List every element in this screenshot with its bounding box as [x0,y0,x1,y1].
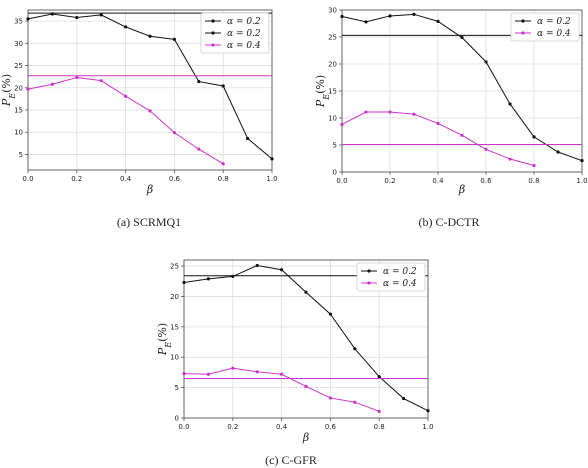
c1-data-point [364,20,367,23]
caption-c-gfr: (c) C-GFR [265,453,317,467]
c2-data-point [304,385,307,388]
c2-data-point [378,410,381,413]
c1-x-tick-label: 0.6 [480,177,492,185]
c0-y-tick-label: 25 [14,62,23,71]
c1-y-tick-label: 20 [328,60,337,69]
c0-legend-label: α = 0.4 [227,41,261,51]
c2-legend-marker [367,281,370,284]
caption-scrmq1: (a) SCRMQ1 [116,215,182,229]
c1-data-point [388,14,391,17]
c1-data-point [484,148,487,151]
c2-y-tick-label: 0 [174,414,179,423]
c2-data-point [231,367,234,370]
c1-x-tick-label: 0.8 [528,177,540,185]
c1-data-point [580,159,583,162]
c1-data-point [508,157,511,160]
c0-data-point [222,162,225,165]
c1-x-tick-label: 1.0 [576,177,588,185]
c2-data-point [280,268,283,271]
c2-x-tick-label: 0.4 [276,423,288,431]
c2-data-point [207,277,210,280]
c1-x-tick-label: 0.4 [432,177,444,185]
c0-legend-label: α = 0.2 [227,29,261,39]
c2-y-tick-label: 25 [170,262,179,271]
c2-x-tick-label: 0.0 [178,423,190,431]
c0-x-tick-label: 0.6 [168,175,180,183]
c1-data-point [412,113,415,116]
c1-y-tick-label: 10 [328,114,337,123]
c2-data-point [256,370,259,373]
c1-data-point [412,13,415,16]
c2-y-tick-label: 15 [170,323,179,332]
c1-data-point [460,36,463,39]
c0-data-point [75,76,78,79]
c0-x-tick-label: 0.2 [71,175,83,183]
c1-y-tick-label: 25 [328,33,337,42]
c2-y-tick-label: 5 [174,384,179,393]
c2-x-axis-label: β [302,431,310,444]
caption-c-dctr: (b) C-DCTR [418,215,480,229]
c1-data-point [532,164,535,167]
c2-x-tick-label: 1.0 [422,423,434,431]
c0-x-tick-label: 0.4 [120,175,132,183]
c1-y-axis-label: $P_E(\%)$ [314,74,331,108]
c1-y-tick-label: 5 [332,141,337,150]
c0-data-point [51,83,54,86]
c0-data-point [222,84,225,87]
c0-y-tick-label: 15 [14,106,23,115]
c1-y-tick-label: 0 [332,168,337,177]
c0-data-point [197,80,200,83]
c2-data-point [231,275,234,278]
c2-data-point [280,373,283,376]
c1-y-tick-label: 30 [328,6,337,15]
c1-y-tick-label: 15 [328,87,337,96]
c0-data-point [173,131,176,134]
c0-data-point [173,38,176,41]
c2-x-tick-label: 0.8 [373,423,385,431]
c1-x-tick-label: 0.2 [384,177,396,185]
c0-data-point [124,25,127,28]
c1-legend-label: α = 0.4 [537,29,571,39]
c2-y-tick-label: 20 [170,292,179,301]
c0-x-axis-label: β [146,183,154,196]
c1-data-point [340,123,343,126]
c2-y-axis-label: $P_E(\%)$ [156,322,173,356]
c0-data-point [100,79,103,82]
c1-legend-label: α = 0.2 [537,17,571,27]
c2-x-tick-label: 0.2 [227,423,239,431]
c0-x-tick-label: 0.0 [22,175,34,183]
c0-data-point [148,109,151,112]
chart-scrmq1 [0,0,290,210]
c0-legend-marker [211,31,214,34]
c1-data-point [436,122,439,125]
c0-data-point [51,12,54,15]
c1-x-tick-label: 0.0 [336,177,348,185]
c1-data-point [508,102,511,105]
c1-data-point [532,135,535,138]
c0-data-point [124,95,127,98]
c2-data-point [256,264,259,267]
c2-y-tick-label: 10 [170,353,179,362]
c0-data-point [270,157,273,160]
c1-data-point [388,110,391,113]
c1-data-point [364,110,367,113]
c2-legend-label: α = 0.4 [383,279,417,289]
c0-data-point [100,13,103,16]
c2-legend-label: α = 0.2 [383,267,417,277]
c0-y-axis-label: $P_E(\%)$ [0,73,17,107]
c0-y-tick-label: 10 [14,128,23,137]
c2-x-tick-label: 0.6 [324,423,336,431]
c0-y-tick-label: 35 [14,17,23,26]
c0-y-tick-label: 20 [14,84,23,93]
c2-data-point [182,281,185,284]
c1-legend-marker [521,19,524,22]
c1-legend-marker [521,31,524,34]
c2-data-point [378,375,381,378]
c0-data-point [197,148,200,151]
c0-x-tick-label: 1.0 [266,175,278,183]
c1-data-point [556,150,559,153]
c0-y-tick-label: 5 [18,150,23,159]
c0-data-point [26,17,29,20]
c1-data-point [460,134,463,137]
c2-data-point [182,372,185,375]
c1-data-point [340,15,343,18]
c0-x-tick-label: 0.8 [217,175,229,183]
c1-data-point [484,60,487,63]
c0-legend-marker [211,43,214,46]
c1-data-point [436,20,439,23]
c2-data-point [304,291,307,294]
chart-c-gfr [145,250,435,455]
c0-data-point [26,88,29,91]
c1-x-axis-label: β [458,183,466,196]
c2-data-point [329,396,332,399]
c0-legend-label: α = 0.2 [227,17,261,27]
c2-data-point [426,409,429,412]
c0-y-tick-label: 30 [14,39,23,48]
c0-legend-marker [211,19,214,22]
c2-data-point [329,312,332,315]
c0-data-point [75,16,78,19]
c2-data-point [402,397,405,400]
c0-data-point [246,137,249,140]
chart-c-dctr [300,0,588,210]
c0-data-point [148,35,151,38]
c2-data-point [353,401,356,404]
c2-data-point [207,373,210,376]
c2-legend-marker [367,269,370,272]
c2-data-point [353,347,356,350]
